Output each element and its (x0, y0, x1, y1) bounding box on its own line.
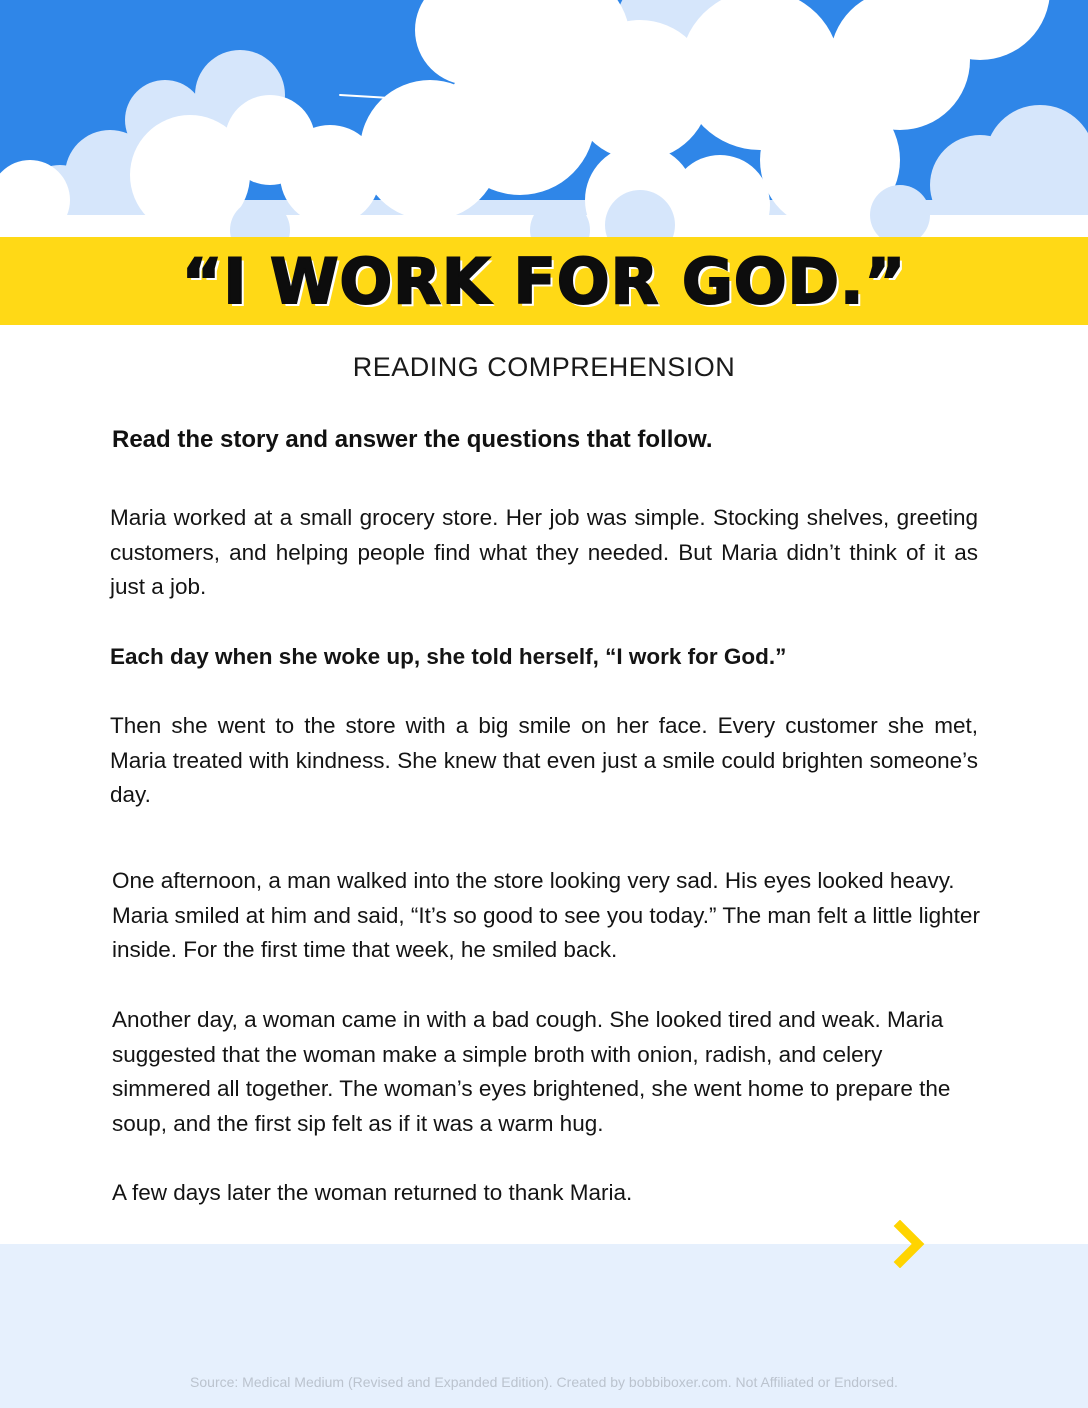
story-paragraph-4: One afternoon, a man walked into the store looking very sad. His eyes looked heavy. Maria smiled at him and said, “It’s so good to see you today.” The man felt a little lighter inside. For the first time that week, he smiled back. (112, 868, 980, 962)
footer-source-note: Source: Medical Medium (Revised and Expanded Edition). Created by bobbiboxer.com. Not Affiliated or Endorsed. (190, 1374, 898, 1390)
page-title: “I WORK FOR GOD.” (181, 244, 907, 318)
story-paragraph-2: Each day when she woke up, she told herself, “I work for God.” (110, 644, 787, 669)
story-paragraph-5: Another day, a woman came in with a bad cough. She looked tired and weak. Maria suggested that the woman make a simple broth with onion, radish, and celery simmered all together. The woman’s eyes brightened, she went home to prepare the soup, and the first sip felt as if it was a warm hug. (112, 1007, 951, 1136)
instructions-text: Read the story and answer the questions that follow. (112, 426, 713, 453)
page-subtitle: READING COMPREHENSION (352, 352, 736, 382)
story-paragraph-6: A few days later the woman returned to thank Maria. (112, 1180, 633, 1205)
sky-cloud-illustration (0, 0, 1088, 240)
story-paragraph-1: Maria worked at a small grocery store. Her job was simple. Stocking shelves, greeting customers, and helping people find what they needed. But Maria didn’t think of it as just a job. (110, 505, 978, 599)
title-banner (0, 237, 1088, 325)
chevron-right-icon[interactable] (888, 1220, 932, 1268)
story-paragraph-3: Then she went to the store with a big smile on her face. Every customer she met, Maria treated with kindness. She knew that even just a smile could brighten someone’s day. (110, 713, 978, 807)
